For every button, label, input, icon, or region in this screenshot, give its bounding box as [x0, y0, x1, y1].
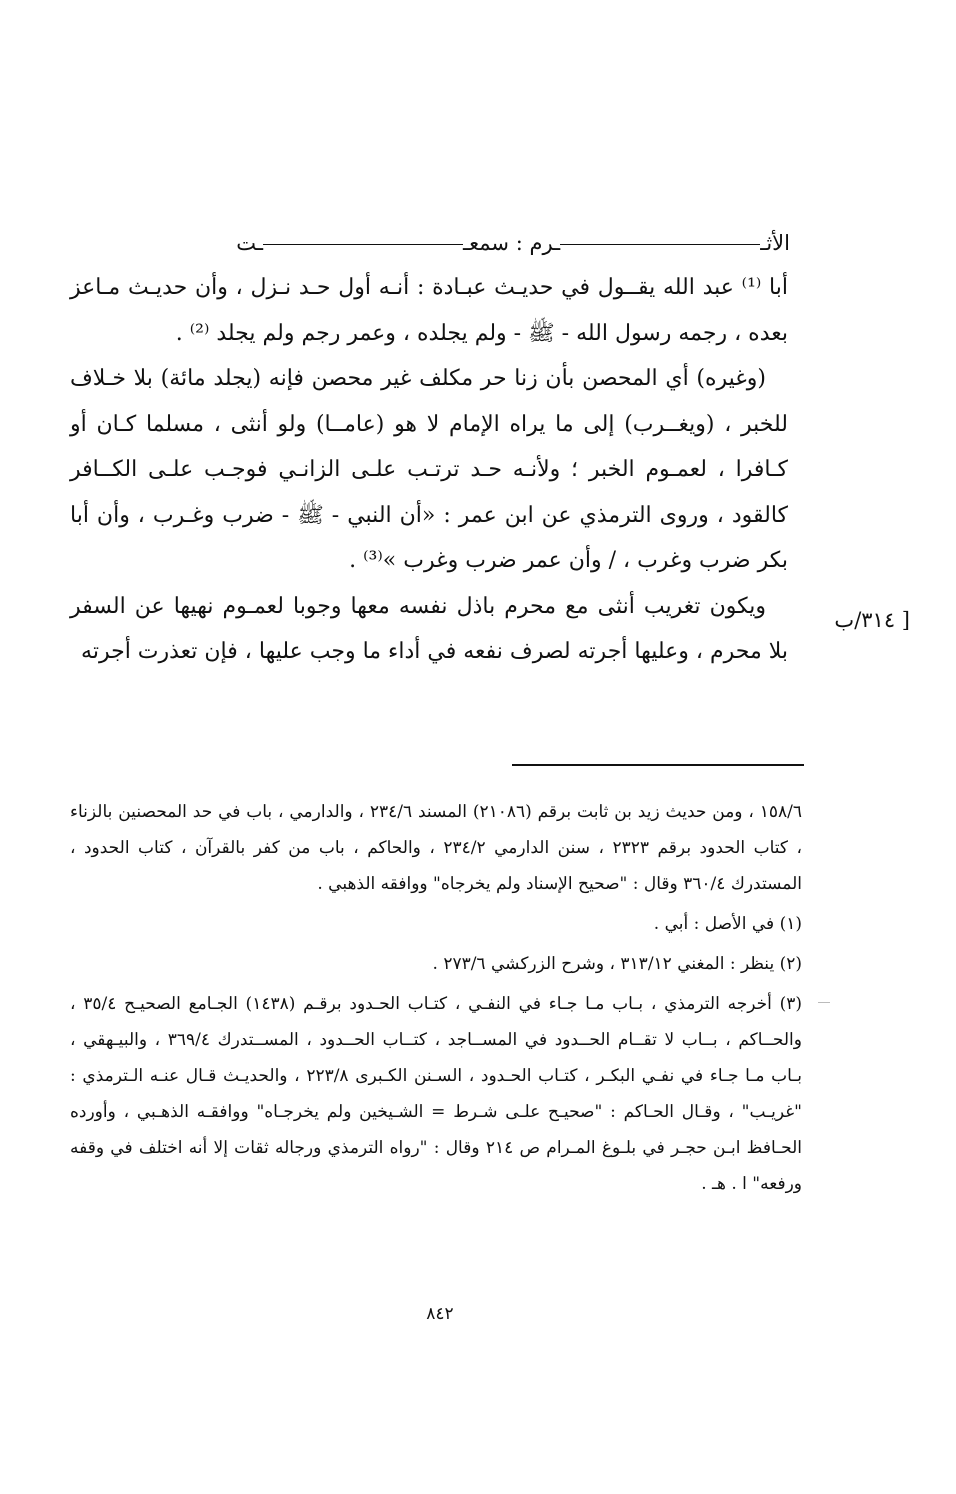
footnote-continuation: ١٥٨/٦ ، ومن حديث زيد بن ثابت برقم (٢١٠٨٦) المسند ٢٣٤/٦ ، والدارمي ، باب في حد المحصنين بالزناء ، كتاب الحدود برقم ٢٣٢٣ ، سنن الدارمي ٢٣٤/٢ ، والحاكم ، باب من كفر بالقرآن ، كتاب الحدود ، المستدرك ٣٦٠/٤ وقال : "صحيح الإسناد ولم يخرجاه" ووافقه الذهبي .: [70, 802, 803, 894]
footnote-separator: [512, 764, 804, 766]
running-header: [70, 225, 790, 261]
paragraph-1: أبا ⁽¹⁾ عبد الله يقــول في حديـث عبـادة : أنـه أول حـد نـزل ، وأن حديـث مـاعز بعده ، رجمه رسول الله - ﷺ - ولم يجلده ، وعمر رجم ولم يجلد ⁽²⁾ .: [70, 275, 788, 346]
header-dash: [560, 244, 760, 245]
header-part-one: الأثـ: [760, 231, 790, 255]
header-dash: [263, 244, 463, 245]
footnote-1: (١) في الأصل : أبي .: [653, 914, 802, 934]
page-number: ٨٤٢: [426, 1304, 454, 1324]
paragraph-3: ويكون تغريب أنثى مع محرم باذل نفسه معها وجوبا لعمـوم نهيها عن السفر بلا محرم ، وعليها أجرته لصرف نفعه في أداء ما وجب عليها ، فإن تعذرت أجرته: [70, 593, 788, 664]
footnote-2: (٢) ينظر : المغني ٣١٣/١٢ ، وشرح الزركشي ٢٧٣/٦ .: [432, 954, 802, 974]
header-part-two: ـرم : سمعـ: [463, 231, 561, 255]
main-text: [70, 265, 788, 675]
folio-margin-note: [ ٣١٤/ب: [834, 608, 910, 632]
footnotes: [70, 794, 802, 1202]
footnote-3: (٣) أخرجه الترمذي ، بـاب مـا جـاء في النفـي ، كتـاب الحـدود برقـم (١٤٣٨) الجـامع الصحيـح ٣٥/٤ ، والحــاكم ، بــاب لا تقــام الحــدود في المســاجد ، كتــاب الحــدود ، المســتدرك ٣٦٩/٤ ، والبيـهقي ، بـاب مـا جـاء في نفـي البكـر ، كتـاب الحـدود ، السـنن الكـبرى ٢٢٣/٨ ، والحديـث قـال عنـه الـترمذي : "غريـب" ، وقـال الحـاكم : "صحيـح علـى شـرط = الشـيخين ولم يخرجـاه" ووافقـه الذهـبي ، وأورده الحـافظ ابـن حجـر في بلـوغ المـرام ص ٢١٤ وقال : "رواه الترمذي ورجاله ثقات إلا أنه اختلف في وقفه ورفعه" ا . هـ .: [70, 994, 802, 1194]
paragraph-2: (وغيره) أي المحصن بأن زنا حر مكلف غير محصن فإنه (يجلد مائة) بلا خـلاف للخبر ، (ويغــرب) إلى ما يراه الإمام لا هو (عامــا) ولو أنثى ، مسلما كـان أو كـافرا ، لعمـوم الخبر ؛ ولأنـه حـد ترتـب علـى الزانـي فوجـب علـى الكــافر كالقود ، وروى الترمذي عن ابن عمر : «أن النبي - ﷺ - ضرب وغـرب ، وأن أبا بكر ضرب وغرب ، / وأن عمر ضرب وغرب »⁽³⁾ .: [70, 366, 788, 573]
scan-edge-mark: [818, 1002, 830, 1003]
header-part-three: ـت: [236, 231, 263, 255]
